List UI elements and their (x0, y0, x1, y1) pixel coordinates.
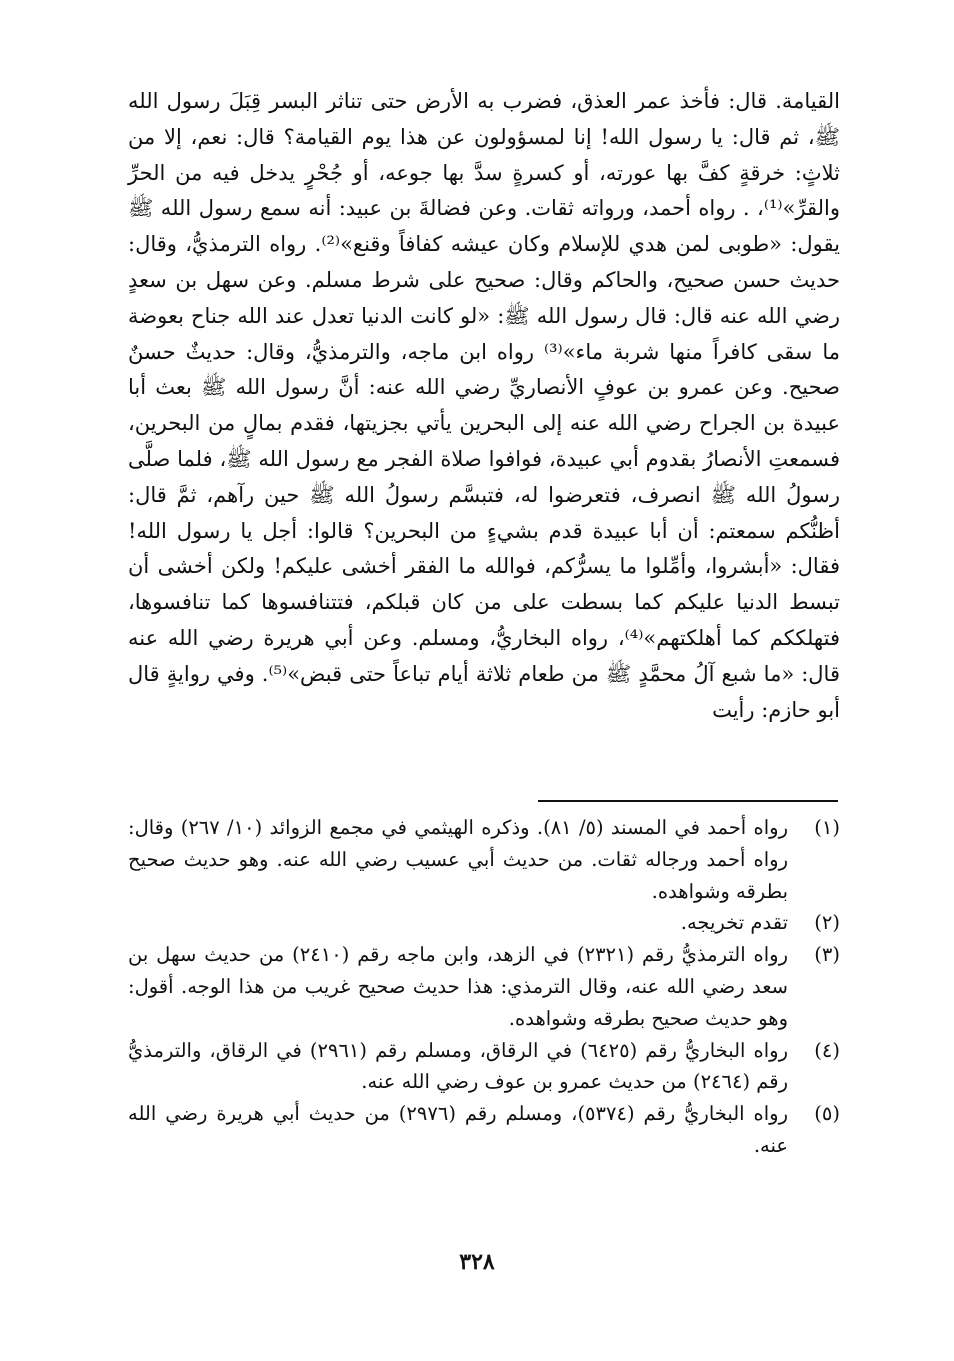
main-text (128, 84, 840, 728)
page-number: ٣٢٨ (459, 1249, 495, 1275)
footnotes (128, 812, 840, 1162)
footnote-number: (٥) (814, 1102, 840, 1126)
footnote-text: تقدم تخريجه. (680, 911, 788, 935)
footnote-item (128, 1035, 840, 1099)
footnote-number: (٢) (814, 911, 840, 935)
footnote-item (128, 812, 840, 907)
footnote-item (128, 1098, 840, 1162)
footnote-text: رواه الترمذيُّ رقم (٢٣٢١) في الزهد، وابن ماجه رقم (٢٤١٠) من حديث سهل بن سعد رضي الله عنه، وقال الترمذي: هذا حديث صحيح غريب من هذا الوجه. أقول: وهو حديث صحيح بطرقه وشواهده. (128, 943, 788, 1030)
footnote-item (128, 939, 840, 1034)
body-paragraph: القيامة. قال: فأخذ عمر العذق، فضرب به الأرض حتى تناثر البسر قِبَلَ رسول الله ﷺ، ثم قال: يا رسول الله! إنا لمسؤولون عن هذا يوم القيامة؟ قال: نعم، إلا من ثلاثٍ: خرقةٍ كفَّ بها عورته، أو كسرةٍ سدَّ بها جوعه، أو جُحْرٍ يدخل فيه من الحرِّ والقرِّ»⁽¹⁾، . رواه أحمد، ورواته ثقات. وعن فضالةَ بن عبيد: أنه سمع رسول الله ﷺ يقول: «طوبى لمن هدي للإسلام وكان عيشه كفافاً وقنع»⁽²⁾. رواه الترمذيُّ، وقال: حديث حسن صحيح، والحاكم وقال: صحيح على شرط مسلم. وعن سهل بن سعدٍ رضي الله عنه قال: قال رسول الله ﷺ: «لو كانت الدنيا تعدل عند الله جناح بعوضة ما سقى كافراً منها شربة ماء»⁽³⁾ رواه ابن ماجه، والترمذيُّ، وقال: حديثٌ حسنٌ صحيح. وعن عمرو بن عوفٍ الأنصاريِّ رضي الله عنه: أنَّ رسول الله ﷺ بعث أبا عبيدة بن الجراح رضي الله عنه إلى البحرين يأتي بجزيتها، فقدم بمالٍ من البحرين، فسمعتِ الأنصارُ بقدوم أبي عبيدة، فوافوا صلاة الفجر مع رسول الله ﷺ، فلما صلَّى رسولُ الله ﷺ انصرف، فتعرضوا له، فتبسَّم رسولُ الله ﷺ حين رآهم، ثمَّ قال: أظنُّكم سمعتم: أن أبا عبيدة قدم بشيءٍ من البحرين؟ قالوا: أجل يا رسول الله! فقال: «أبشروا، وأمِّلوا ما يسرُّكم، فوالله ما الفقر أخشى عليكم! ولكن أخشى أن تبسط الدنيا عليكم كما بسطت على من كان قبلكم، فتتنافسوها كما تنافسوها، فتهلككم كما أهلكتهم»⁽⁴⁾، رواه البخاريُّ، ومسلم. وعن أبي هريرة رضي الله عنه قال: «ما شبع آلُ محمَّدٍ ﷺ من طعام ثلاثة أيام تباعاً حتى قبض»⁽⁵⁾. وفي روايةٍ قال أبو حازم: رأيت (128, 89, 840, 722)
footnote-item (128, 907, 840, 939)
footnote-text: رواه البخاريُّ رقم (٦٤٢٥) في الرقاق، ومسلم رقم (٢٩٦١) في الرقاق، والترمذيُّ رقم (٢٤٦٤) من حديث عمرو بن عوف رضي الله عنه. (128, 1038, 788, 1094)
footnote-separator (538, 800, 838, 802)
footnote-number: (٣) (814, 943, 840, 967)
footnote-number: (٤) (814, 1038, 840, 1062)
footnote-text: رواه أحمد في المسند (٥/ ٨١). وذكره الهيثمي في مجمع الزوائد (١٠/ ٢٦٧) وقال: رواه أحمد ورجاله ثقات. من حديث أبي عسيب رضي الله عنه. وهو حديث صحيح بطرقه وشواهده. (128, 816, 788, 903)
footnote-text: رواه البخاريُّ رقم (٥٣٧٤)، ومسلم رقم (٢٩٧٦) من حديث أبي هريرة رضي الله عنه. (128, 1102, 788, 1157)
footnote-number: (١) (814, 816, 840, 839)
